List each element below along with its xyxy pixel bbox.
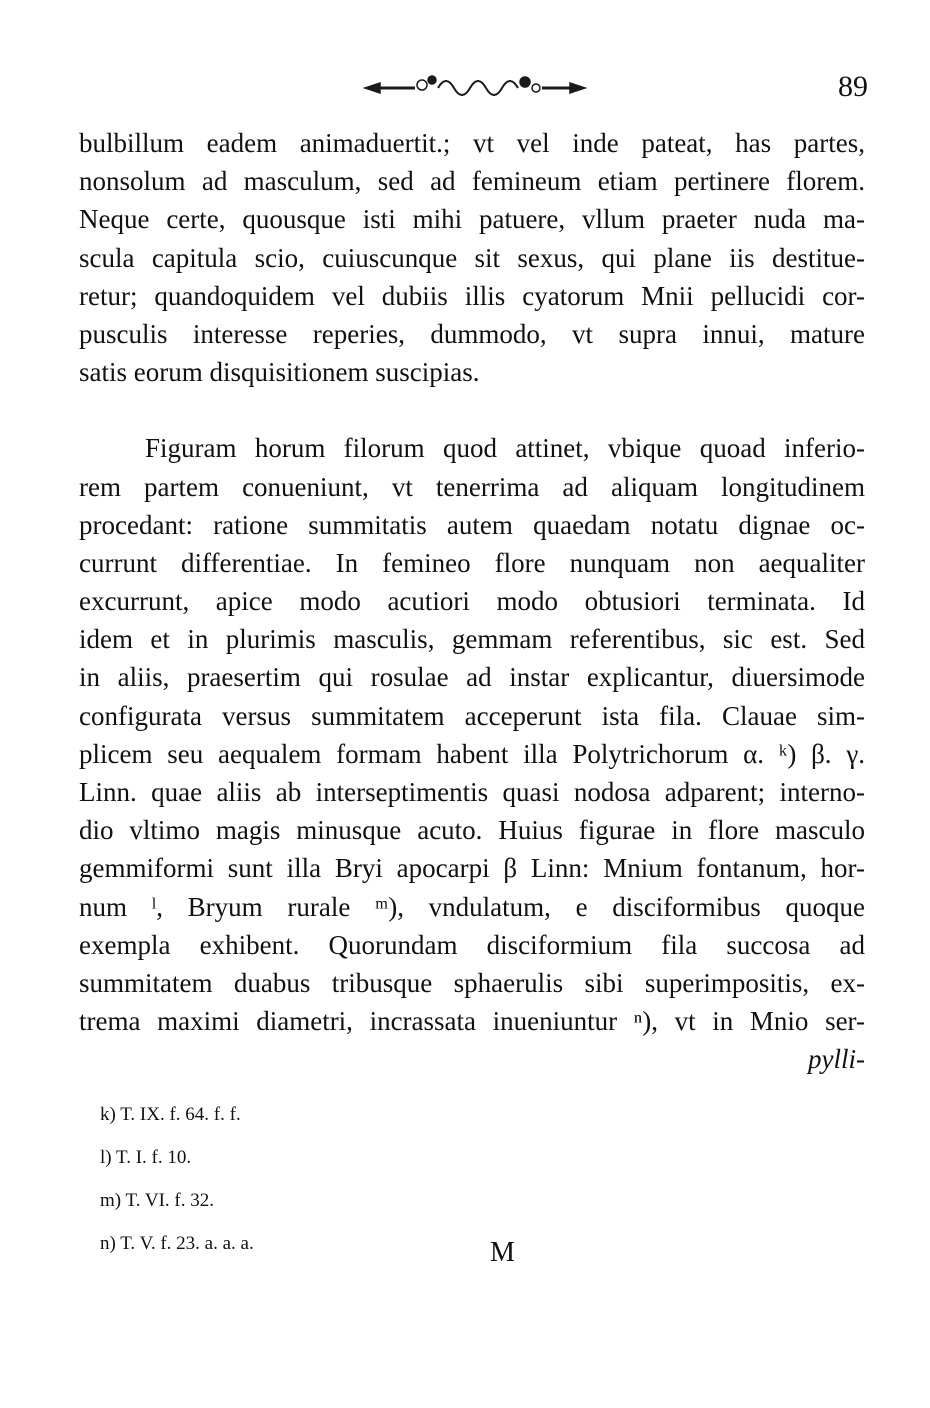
signature-mark: M [490, 1237, 515, 1268]
text-line: excurrunt, apice modo acutiori modo obtusiori terminata. Id [79, 586, 865, 617]
text-line: trema maximi diametri, incrassata inueniuntur ⁿ), vt in Mnio ser- [79, 1006, 865, 1037]
text-line: nonsolum ad masculum, sed ad femineum etiam pertinere florem. [79, 166, 865, 197]
text-line: retur; quandoquidem vel dubiis illis cyatorum Mnii pellucidi cor- [79, 280, 865, 311]
text-line: currunt differentiae. In femineo flore nunquam non aequaliter [79, 547, 865, 578]
text-line: gemmiformi sunt illa Bryi apocarpi β Linn: Mnium fontanum, hor- [79, 853, 865, 884]
footnote: n) T. V. f. 23. a. a. a. [100, 1233, 254, 1254]
footnote: k) T. IX. f. 64. f. f. [100, 1104, 241, 1125]
text-line: summitatem duabus tribusque sphaerulis sibi superimpositis, ex- [79, 967, 865, 998]
text-line: exempla exhibent. Quorundam disciformium fila succosa ad [79, 929, 865, 960]
text-line: plicem seu aequalem formam habent illa Polytrichorum α. ᵏ) β. γ. [79, 738, 865, 769]
page-number: 89 [838, 70, 868, 103]
text-line: pusculis interesse reperies, dummodo, vt supra innui, mature [79, 318, 865, 349]
footnote: m) T. VI. f. 32. [100, 1190, 214, 1211]
text-line: Figuram horum filorum quod attinet, vbique quoad inferio- [145, 433, 865, 464]
footnotes [100, 1093, 420, 1265]
text-line: procedant: ratione summitatis autem quaedam notatu dignae oc- [79, 509, 865, 540]
text-line: scula capitula scio, cuiuscunque sit sexus, qui plane iis destitue- [79, 242, 865, 273]
body-text [79, 124, 865, 1079]
text-line: configurata versus summitatem acceperunt ista fila. Clauae sim- [79, 700, 865, 731]
text-line: in aliis, praesertim qui rosulae ad instar explicantur, diuersimode [79, 662, 865, 693]
text-line: num ˡ, Bryum rurale ᵐ), vndulatum, e disciformibus quoque [79, 891, 865, 922]
text-line: idem et in plurimis masculis, gemmam referentibus, sic est. Sed [79, 624, 865, 655]
text-line: Linn. quae aliis ab interseptimentis quasi nodosa adparent; interno- [79, 777, 865, 807]
footnote: l) T. I. f. 10. [100, 1147, 192, 1168]
catchword: pylli- [808, 1044, 865, 1075]
text-line: Neque certe, quousque isti mihi patuere, vllum praeter nuda ma- [79, 204, 865, 235]
text-line: satis eorum disquisitionem suscipias. [79, 357, 480, 388]
text-line: bulbillum eadem animaduertit.; vt vel inde pateat, has partes, [79, 128, 865, 158]
text-line: dio vltimo magis minusque acuto. Huius figurae in flore masculo [79, 815, 865, 846]
text-line: rem partem conueniunt, vt tenerrima ad aliquam longitudinem [79, 471, 865, 502]
headpiece-ornament [360, 70, 590, 104]
